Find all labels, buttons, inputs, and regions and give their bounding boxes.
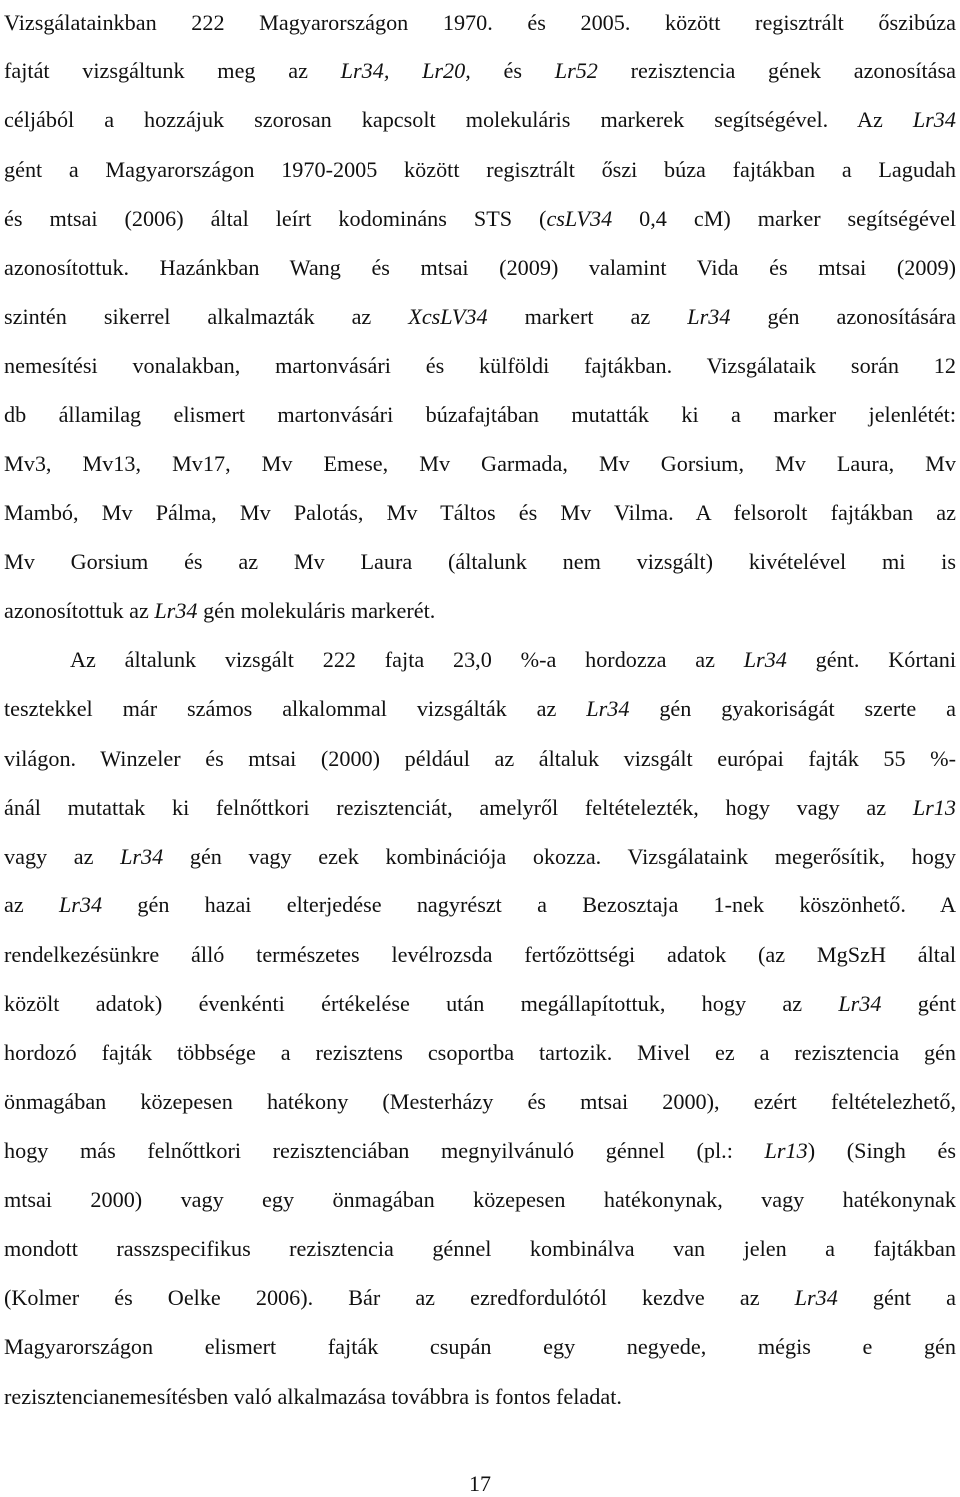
text-segment: fajtát vizsgáltunk meg az (4, 58, 341, 83)
gene-name-italic: Lr34, Lr20, (340, 58, 471, 83)
text-line (4, 501, 956, 525)
text-segment: céljából a hozzájuk szorosan kapcsolt molekuláris markerek segítségével. Az (4, 107, 913, 132)
text-segment: közölt adatok) évenkénti értékelése után megállapítottuk, hogy az (4, 991, 839, 1016)
gene-name-italic: Lr34 (794, 1285, 838, 1310)
text-segment: gént a (837, 1285, 956, 1310)
text-segment: az (4, 892, 59, 917)
text-segment: és mtsai (2006) által leírt kodomináns STS ( (4, 206, 547, 231)
text-line (4, 1041, 956, 1065)
text-segment: gén azonosítására (730, 304, 956, 329)
text-line (4, 697, 956, 721)
text-segment: tesztekkel már számos alkalommal vizsgálták az (4, 696, 587, 721)
text-line (4, 1188, 956, 1212)
gene-name-italic: XcsLV34 (408, 304, 488, 329)
text-segment: vagy az (4, 844, 121, 869)
text-segment: gén hazai elterjedése nagyrészt a Bezosztaja 1-nek köszönhető. A (102, 892, 956, 917)
text-segment: Az általunk vizsgált 222 fajta 23,0 %-a hordozza az (70, 647, 744, 672)
text-line (4, 305, 956, 329)
text-segment: Vizsgálatainkban 222 Magyarországon 1970. és 2005. között regisztrált őszibúza (4, 10, 956, 35)
text-segment: db államilag elismert martonvásári búzafajtában mutatták ki a marker jelenlétét: (4, 402, 956, 427)
text-line (4, 1286, 956, 1310)
text-segment: Mv Gorsium és az Mv Laura (általunk nem vizsgált) kivételével mi is (4, 549, 956, 574)
text-line (4, 992, 956, 1016)
gene-name-italic: Lr52 (554, 58, 598, 83)
text-segment: gén molekuláris markerét. (197, 598, 436, 623)
text-line (4, 1385, 956, 1409)
gene-name-italic: Lr34 (120, 844, 164, 869)
text-segment: hordozó fajták többsége a rezisztens csoportba tartozik. Mivel ez a rezisztencia gén (4, 1040, 956, 1065)
gene-name-italic: Lr34 (912, 107, 956, 132)
text-segment: gént. Kórtani (786, 647, 956, 672)
text-line (70, 648, 956, 672)
text-segment: hogy más felnőttkori rezisztenciában megnyilvánuló génnel (pl.: (4, 1138, 765, 1163)
text-segment: és (470, 58, 555, 83)
text-line (4, 1090, 956, 1114)
text-segment: nemesítési vonalakban, martonvásári és külföldi fajtákban. Vizsgálataik során 12 (4, 353, 956, 378)
text-segment: önmagában közepesen hatékony (Mesterházy és mtsai 2000), ezért feltételezhető, (4, 1089, 956, 1114)
gene-name-italic: Lr34 (687, 304, 731, 329)
text-segment: Magyarországon elismert fajták csupán egy negyede, mégis e gén (4, 1334, 956, 1359)
text-line (4, 452, 956, 476)
text-line (4, 550, 956, 574)
text-line (4, 845, 956, 869)
text-line (4, 403, 956, 427)
text-segment: gént a Magyarországon 1970-2005 között regisztrált őszi búza fajtákban a Lagudah (4, 157, 956, 182)
text-line (4, 59, 956, 83)
text-line (4, 893, 956, 917)
gene-name-italic: csLV34 (546, 206, 613, 231)
gene-name-italic: Lr34 (586, 696, 630, 721)
text-segment: Mambó, Mv Pálma, Mv Palotás, Mv Táltos és Mv Vilma. A felsorolt fajtákban az (4, 500, 956, 525)
text-segment: ánál mutattak ki felnőttkori rezisztenciát, amelyről feltételezték, hogy vagy az (4, 795, 913, 820)
text-segment: rezisztencia gének azonosítása (597, 58, 957, 83)
text-line (4, 1237, 956, 1261)
text-line (4, 108, 956, 132)
text-line (4, 207, 956, 231)
gene-name-italic: Lr34 (58, 892, 103, 917)
text-line (4, 796, 956, 820)
text-segment: rezisztencianemesítésben való alkalmazása továbbra is fontos feladat. (4, 1384, 622, 1409)
text-segment: azonosítottuk az (4, 598, 155, 623)
text-segment: gén vagy ezek kombinációja okozza. Vizsgálataink megerősítik, hogy (163, 844, 956, 869)
text-segment: markert az (487, 304, 688, 329)
text-line (4, 158, 956, 182)
text-line (4, 11, 956, 35)
text-segment: mtsai 2000) vagy egy önmagában közepesen hatékonynak, vagy hatékonynak (4, 1187, 956, 1212)
gene-name-italic: Lr13 (764, 1138, 808, 1163)
text-line (4, 599, 956, 623)
text-segment: gént (881, 991, 956, 1016)
text-line (4, 943, 956, 967)
gene-name-italic: Lr34 (838, 991, 882, 1016)
page-number: 17 (469, 1471, 491, 1496)
text-segment: mondott rasszspecifikus rezisztencia génnel kombinálva van jelen a fajtákban (4, 1236, 956, 1261)
text-segment: gén gyakoriságát szerte a (629, 696, 956, 721)
text-line (4, 1335, 956, 1359)
text-segment: 0,4 cM) marker segítségével (612, 206, 956, 231)
text-segment: Mv3, Mv13, Mv17, Mv Emese, Mv Garmada, Mv Gorsium, Mv Laura, Mv (4, 451, 956, 476)
gene-name-italic: Lr34 (154, 598, 198, 623)
text-segment: rendelkezésünkre álló természetes levélrozsda fertőzöttségi adatok (az MgSzH által (4, 942, 956, 967)
text-segment: világon. Winzeler és mtsai (2000) például az általuk vizsgált európai fajták 55 %- (4, 746, 956, 771)
text-segment: (Kolmer és Oelke 2006). Bár az ezredfordulótól kezdve az (4, 1285, 795, 1310)
gene-name-italic: Lr13 (912, 795, 956, 820)
text-segment: ) (Singh és (807, 1138, 957, 1163)
gene-name-italic: Lr34 (743, 647, 787, 672)
text-line (4, 747, 956, 771)
text-segment: szintén sikerrel alkalmazták az (4, 304, 409, 329)
text-line (4, 1139, 956, 1163)
text-line (4, 354, 956, 378)
text-segment: azonosítottuk. Hazánkban Wang és mtsai (2009) valamint Vida és mtsai (2009) (4, 255, 956, 280)
text-line (4, 256, 956, 280)
